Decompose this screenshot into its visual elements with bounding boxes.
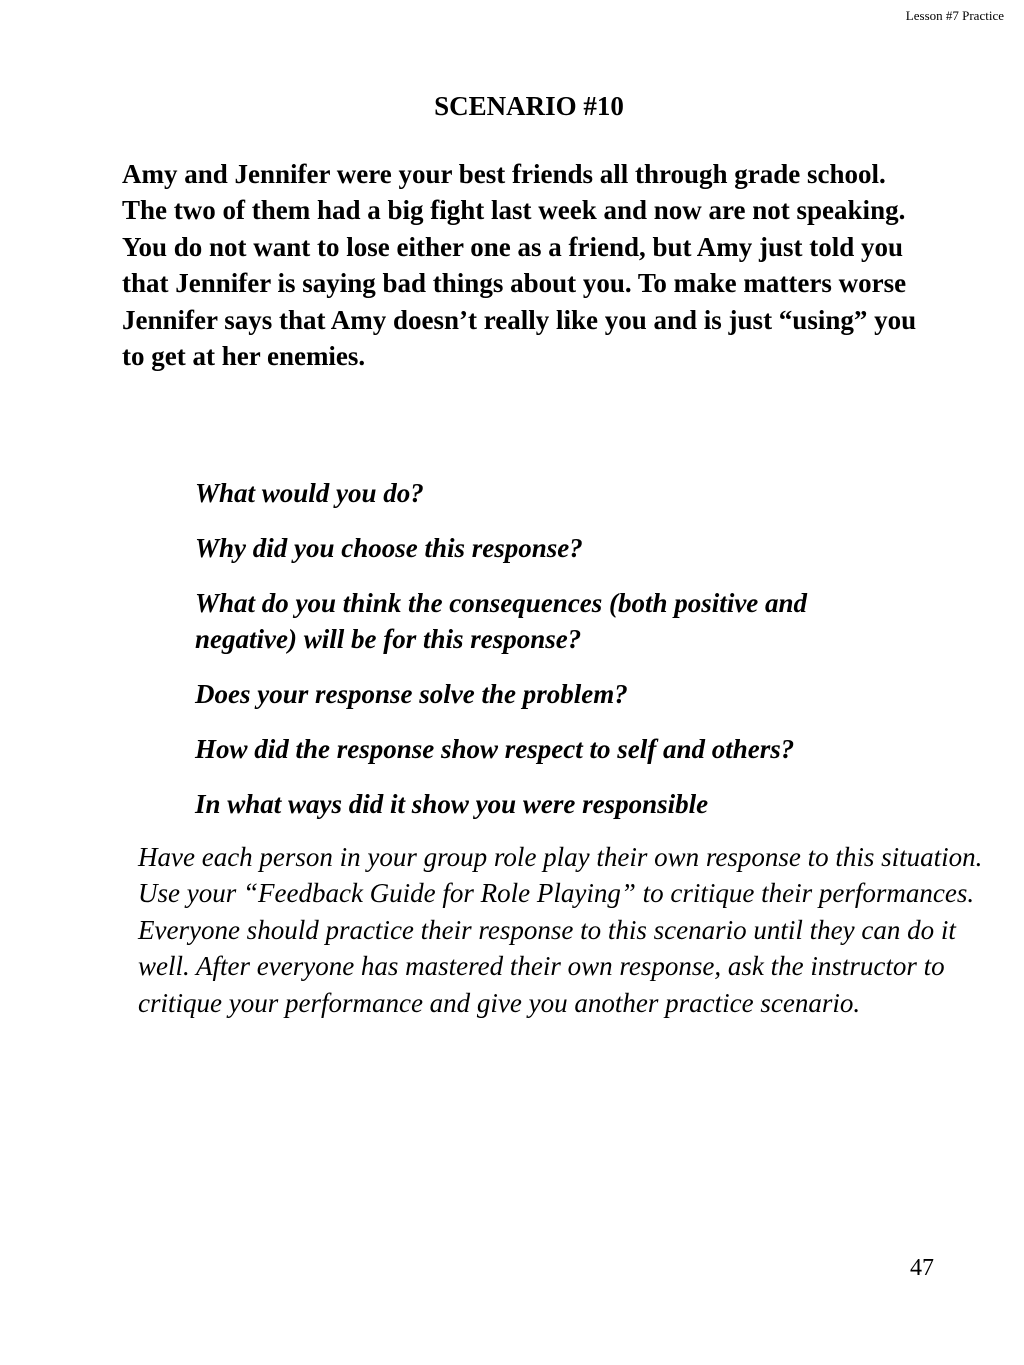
question-item: Does your response solve the problem? (195, 679, 628, 709)
discussion-questions (195, 475, 915, 841)
header-label: Lesson #7 Practice (905, 8, 1004, 23)
page-title: SCENARIO #10 (434, 91, 624, 121)
page-number: 47 (910, 1255, 934, 1281)
question-item: What do you think the consequences (both positive and negative) will be for this response? (195, 588, 808, 654)
question-item: How did the response show respect to self and others? (195, 734, 795, 764)
question-item: What would you do? (195, 478, 424, 508)
scenario-description: Amy and Jennifer were your best friends all through grade school. The two of them had a big fight last week and now are not speaking. You do not want to lose either one as a friend, but Amy just told you that Jennifer is saying bad things about you. To make matters worse Jennifer says that Amy doesn’t really like you and is just “using” you to get at her enemies. (122, 159, 917, 372)
question-item: Why did you choose this response? (195, 533, 583, 563)
role-play-instructions: Have each person in your group role play their own response to this situation. Use your “Feedback Guide for Role Playing” to critique their performances. Everyone should practice their response to this scenario until they can do it well. After everyone has mastered their own response, ask the instructor to critique your performance and give you another practice scenario. (138, 842, 983, 1018)
question-item: In what ways did it show you were responsible (195, 789, 709, 819)
